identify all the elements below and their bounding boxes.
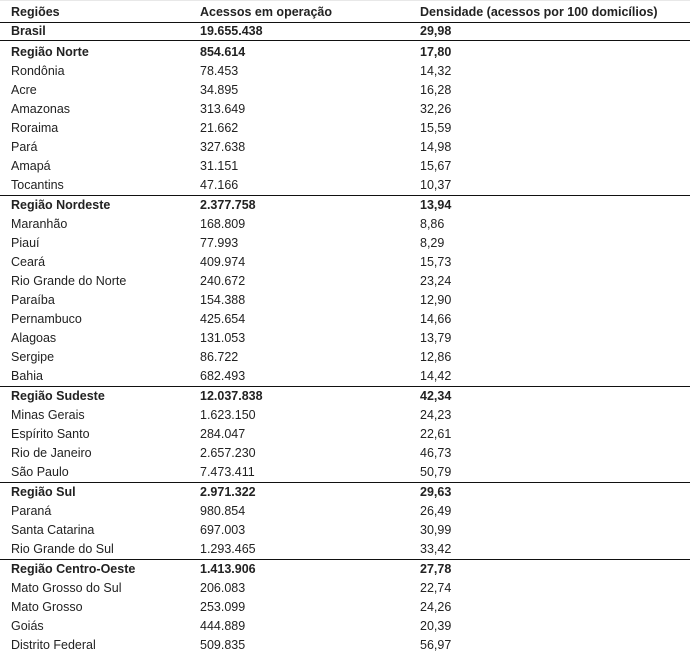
state-row <box>0 253 690 272</box>
state-name: São Paulo <box>11 465 69 479</box>
state-name: Paraná <box>11 504 52 518</box>
state-densidade: 20,39 <box>420 619 452 633</box>
header-acessos: Acessos em operação <box>200 5 333 19</box>
state-acessos: 313.649 <box>200 102 246 116</box>
total-acessos: 19.655.438 <box>200 24 263 38</box>
state-acessos: 253.099 <box>200 600 246 614</box>
state-acessos: 206.083 <box>200 581 246 595</box>
region-name: Região Norte <box>11 45 89 59</box>
state-row <box>0 598 690 617</box>
region-row <box>0 483 690 503</box>
state-densidade: 10,37 <box>420 178 452 192</box>
state-name: Goiás <box>11 619 44 633</box>
state-densidade: 14,66 <box>420 312 452 326</box>
state-name: Santa Catarina <box>11 523 95 537</box>
state-row <box>0 348 690 367</box>
state-densidade: 22,61 <box>420 427 452 441</box>
state-acessos: 240.672 <box>200 274 246 288</box>
state-name: Alagoas <box>11 331 57 345</box>
state-name: Amapá <box>11 159 51 173</box>
state-row <box>0 329 690 348</box>
state-densidade: 33,42 <box>420 542 452 556</box>
state-acessos: 284.047 <box>200 427 246 441</box>
state-densidade: 14,32 <box>420 64 452 78</box>
state-row <box>0 502 690 521</box>
state-acessos: 168.809 <box>200 217 246 231</box>
state-densidade: 14,42 <box>420 369 452 383</box>
state-acessos: 34.895 <box>200 83 239 97</box>
state-name: Tocantins <box>11 178 64 192</box>
state-densidade: 56,97 <box>420 638 452 652</box>
state-densidade: 15,67 <box>420 159 452 173</box>
state-row <box>0 119 690 138</box>
state-row <box>0 176 690 196</box>
state-name: Amazonas <box>11 102 71 116</box>
state-acessos: 1.623.150 <box>200 408 256 422</box>
state-densidade: 8,29 <box>420 236 445 250</box>
total-densidade: 29,98 <box>420 24 452 38</box>
state-acessos: 1.293.465 <box>200 542 256 556</box>
state-name: Espírito Santo <box>11 427 90 441</box>
region-row <box>0 41 690 63</box>
state-row <box>0 81 690 100</box>
state-row <box>0 310 690 329</box>
region-densidade: 27,78 <box>420 562 452 576</box>
state-acessos: 86.722 <box>200 350 239 364</box>
state-row <box>0 406 690 425</box>
state-row <box>0 463 690 483</box>
state-acessos: 131.053 <box>200 331 246 345</box>
header-row <box>0 2 690 23</box>
state-densidade: 26,49 <box>420 504 452 518</box>
broadband-access-table <box>0 2 690 655</box>
region-densidade: 42,34 <box>420 389 452 403</box>
state-name: Pará <box>11 140 38 154</box>
region-name: Região Sul <box>11 485 76 499</box>
state-acessos: 327.638 <box>200 140 246 154</box>
region-row <box>0 196 690 216</box>
region-acessos: 2.377.758 <box>200 198 256 212</box>
state-acessos: 697.003 <box>200 523 246 537</box>
state-row <box>0 521 690 540</box>
region-acessos: 1.413.906 <box>200 562 256 576</box>
state-acessos: 77.993 <box>200 236 239 250</box>
state-row <box>0 138 690 157</box>
total-row <box>0 23 690 41</box>
top-border <box>0 0 690 1</box>
state-densidade: 24,23 <box>420 408 452 422</box>
state-name: Sergipe <box>11 350 55 364</box>
state-row <box>0 444 690 463</box>
state-acessos: 47.166 <box>200 178 239 192</box>
state-name: Distrito Federal <box>11 638 96 652</box>
state-acessos: 154.388 <box>200 293 246 307</box>
state-densidade: 50,79 <box>420 465 452 479</box>
state-acessos: 444.889 <box>200 619 246 633</box>
state-acessos: 31.151 <box>200 159 239 173</box>
state-row <box>0 62 690 81</box>
state-name: Acre <box>11 83 37 97</box>
region-row <box>0 560 690 580</box>
state-acessos: 980.854 <box>200 504 246 518</box>
state-name: Maranhão <box>11 217 68 231</box>
state-acessos: 682.493 <box>200 369 246 383</box>
state-row <box>0 234 690 253</box>
region-densidade: 13,94 <box>420 198 452 212</box>
region-acessos: 2.971.322 <box>200 485 256 499</box>
region-name: Região Centro-Oeste <box>11 562 136 576</box>
state-acessos: 425.654 <box>200 312 246 326</box>
state-row <box>0 617 690 636</box>
state-name: Paraíba <box>11 293 55 307</box>
state-densidade: 32,26 <box>420 102 452 116</box>
state-row <box>0 157 690 176</box>
total-name: Brasil <box>11 24 46 38</box>
state-densidade: 13,79 <box>420 331 452 345</box>
state-densidade: 12,90 <box>420 293 452 307</box>
header-regioes: Regiões <box>11 5 60 19</box>
state-name: Mato Grosso <box>11 600 83 614</box>
state-densidade: 8,86 <box>420 217 445 231</box>
header-densidade: Densidade (acessos por 100 domicílios) <box>420 5 658 19</box>
state-densidade: 16,28 <box>420 83 452 97</box>
state-acessos: 409.974 <box>200 255 246 269</box>
state-row <box>0 272 690 291</box>
state-row <box>0 100 690 119</box>
state-row <box>0 367 690 387</box>
state-acessos: 7.473.411 <box>200 465 255 479</box>
state-densidade: 30,99 <box>420 523 452 537</box>
state-row <box>0 425 690 444</box>
state-name: Rio de Janeiro <box>11 446 92 460</box>
region-name: Região Nordeste <box>11 198 111 212</box>
state-name: Rio Grande do Norte <box>11 274 127 288</box>
state-name: Mato Grosso do Sul <box>11 581 122 595</box>
state-row <box>0 540 690 560</box>
region-densidade: 29,63 <box>420 485 452 499</box>
region-name: Região Sudeste <box>11 389 105 403</box>
state-name: Piauí <box>11 236 40 250</box>
state-densidade: 22,74 <box>420 581 452 595</box>
state-name: Rio Grande do Sul <box>11 542 114 556</box>
region-acessos: 12.037.838 <box>200 389 263 403</box>
state-name: Minas Gerais <box>11 408 85 422</box>
state-acessos: 21.662 <box>200 121 239 135</box>
state-densidade: 46,73 <box>420 446 452 460</box>
state-densidade: 23,24 <box>420 274 452 288</box>
state-row <box>0 636 690 655</box>
state-name: Bahia <box>11 369 43 383</box>
state-row <box>0 579 690 598</box>
state-densidade: 24,26 <box>420 600 452 614</box>
state-densidade: 12,86 <box>420 350 452 364</box>
region-densidade: 17,80 <box>420 45 452 59</box>
table-body <box>0 23 690 655</box>
state-name: Pernambuco <box>11 312 82 326</box>
state-densidade: 15,73 <box>420 255 452 269</box>
region-acessos: 854.614 <box>200 45 246 59</box>
state-row <box>0 215 690 234</box>
state-acessos: 509.835 <box>200 638 246 652</box>
state-name: Rondônia <box>11 64 65 78</box>
region-row <box>0 387 690 407</box>
state-densidade: 14,98 <box>420 140 452 154</box>
state-name: Roraima <box>11 121 59 135</box>
state-name: Ceará <box>11 255 46 269</box>
state-row <box>0 291 690 310</box>
state-acessos: 78.453 <box>200 64 239 78</box>
state-acessos: 2.657.230 <box>200 446 256 460</box>
state-densidade: 15,59 <box>420 121 452 135</box>
